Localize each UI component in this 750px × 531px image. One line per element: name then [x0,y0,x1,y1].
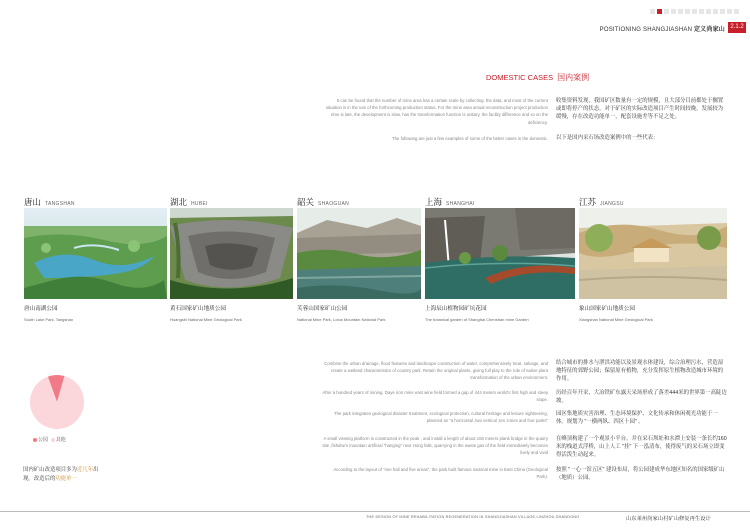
case-city-cn: 唐山 [24,197,42,207]
case-name-cn-jiangsu: 象山国家矿山地质公园 [579,306,635,312]
footer-title-cn: 山东莱州尚家山村矿山修复再生设计 [626,516,711,522]
case-city-jiangsu [579,196,624,208]
header-square [685,9,690,14]
case-city-en: JIANGSU [600,201,624,207]
case-city-en: SHAOGUAN [318,201,350,207]
header-square [727,9,732,14]
intro-en-1: It can be found that the number of mine area has a certain scale by collecting: the data, and most of the current situation is in the use of the forthcoming production status. For the mine area actual reconstruction project production time is late, the development is slow, has the transformation function is unitary, the facility difference and so on the deficiency. [325,98,548,125]
header-square [671,9,676,14]
section-title-en: DOMESTIC CASES [486,73,554,82]
header-square [699,9,704,14]
header-square [692,9,697,14]
case-city-shanghai [425,196,475,208]
case-photo-shanghai [425,208,575,299]
header-square [650,9,655,14]
case-name-en-tangshan: South Lake Park, Tangshan [24,317,74,322]
section-title [486,72,589,83]
header-square [706,9,711,14]
intro-en-2: The following are just a few examples of some of the better cases in the domestic. [392,136,548,141]
detail-en-4: A small viewing platform is constructed in the peak , and install a length of about 160 meters plank bridge in the quarry site ,fishdrum mountain artificial "hanging" next Hong falls, quarrying in the waste gas of the field immediately becomes lively and vivid [322,436,548,456]
case-name-cn-tangshan: 唐山南湖公园 [24,306,58,312]
case-name-en-hubei: Huangshi National Mine Geological Park [170,317,242,322]
header-square [664,9,669,14]
section-title-cn: 国内案例 [557,73,590,82]
case-photo-tangshan [24,208,167,299]
mine-pit-image [170,208,293,299]
legend-swatch-park [33,438,37,442]
pie-note-text: 国内矿山改造项目多为 [23,467,77,473]
header-square [713,9,718,14]
case-city-cn: 上海 [425,197,443,207]
case-photo-shaoguan [297,208,421,299]
geological-park-image [579,208,727,299]
legend-label-other: 其他 [55,437,66,443]
detail-en-2: After a hundred years of mining, Daye iron mine east wine field formed a gap of 444 meters world's first high and steep slope. [322,390,548,403]
case-city-en: TANGSHAN [45,201,75,207]
mine-garden-image [425,208,575,299]
case-name-cn-shaoguan: 芙蓉山国家矿山公园 [297,306,348,312]
detail-cn-2: 历经百年开采，大冶铁矿东露天采场形成了落差444米的世界第一高陡边坡。 [556,390,727,404]
pie-legend [33,436,66,443]
header-square [734,9,739,14]
footer-title-en: THE DESIGN OF MINE REHABILITATION REGENERATION IN SHANGJIASHAN VILLAGE,LINZHOU,SHANDONG [366,515,580,519]
intro-cn-2: 以下是国内采石场改造案例中的一些代表： [556,135,659,141]
header-square [678,9,683,14]
pie-note-text: 出现。改造后的 [23,467,99,482]
park-aerial-image [24,208,167,299]
intro-cn-1: 收集资料发现，我国矿区数量有一定的规模，且大部分目前都处于搁置或即将停产的状态，对于矿区的实际改造项目产生时间较晚，发展较为缓慢，存在改造功能单一，配套设施差等不足之处。 [556,98,724,120]
legend-swatch-other [51,438,55,442]
header-title-cn: 定义尚家山 [693,27,725,33]
case-city-en: HUBEI [191,201,208,207]
case-name-cn-shanghai: 上海辰山植物园矿坑花园 [425,306,487,312]
section-number-badge: 2.1.2 [728,22,746,33]
case-city-en: SHANGHAI [446,201,475,207]
legend-label-park: 公园 [38,437,49,443]
case-photo-hubei [170,208,293,299]
detail-cn-3: 园区集地质灾害治理、生态环境保护、文化传承和休闲观光功能于一体。规划为 "一横两纵、四区十园" 。 [556,411,718,425]
case-city-hubei [170,196,208,208]
pie-note-highlight: 功能单一 [55,475,77,482]
detail-cn-4: 在峰顶构建了一个观景小平台，并在采石坝址和水潭上安装一条长约160米的栈道式浮桥，山上人工 "挂" 下一泓清布，使得废气的采石场立即变得活泼生动起来。 [556,436,727,458]
case-city-shaoguan [297,196,349,208]
header-title-en: POSITIONING SHANGJIASHAN [599,27,693,33]
case-name-en-jiangsu: Xiangshan National Mine Geological Park [579,317,653,322]
header-square [720,9,725,14]
case-city-tangshan [24,196,75,208]
case-photo-jiangsu [579,208,727,299]
pie-chart [29,374,85,430]
page-header-title [520,24,725,33]
case-name-cn-hubei: 黄石国家矿山地质公园 [170,306,226,312]
case-name-en-shaoguan: National Mine Park, Lotus Mountain National Park [297,317,386,322]
detail-cn-5: 按照 "一心一馆五区" 建设布局，将公园建成华东地区知名的国家级矿山（地质）公园。 [556,467,725,481]
header-square-active [657,9,662,14]
case-name-en-shanghai: The botanical garden of Shanghai Chenshan mine Garden [425,317,529,322]
detail-en-5: According to the layout of "one hall and five areas", the park built famous national mine in East China (Geological Park). [333,467,548,480]
pie-note-highlight: 近几年 [76,467,94,473]
pie-note [23,466,109,483]
quarry-lake-image [297,208,421,299]
case-city-cn: 江苏 [579,197,597,207]
detail-en-3: The park integrates geological disaster treatment, ecological protection, cultural heritage and leisure sightseeing, planned as "a horizontal ,two vertical ,ten zones and four parks" [333,411,548,424]
case-city-cn: 韶关 [297,197,315,207]
case-city-cn: 湖北 [170,197,188,207]
detail-en-1: Combine the urban drainage, flood features and landscape construction of water, comprehensively treat, salvage, and create a wetland characteristics of country park. Retain the original plants, giving full play to the role of native plant transformation of the urban environment. [324,361,548,381]
footer-divider [0,511,750,512]
detail-cn-1: 结合城市的排水与泄洪功能以及景观水体建设，综合治理污水，营造湿地特征的郊野公园；保留原有植物，充分发挥原生植物改造城市环境的作用。 [556,360,724,382]
